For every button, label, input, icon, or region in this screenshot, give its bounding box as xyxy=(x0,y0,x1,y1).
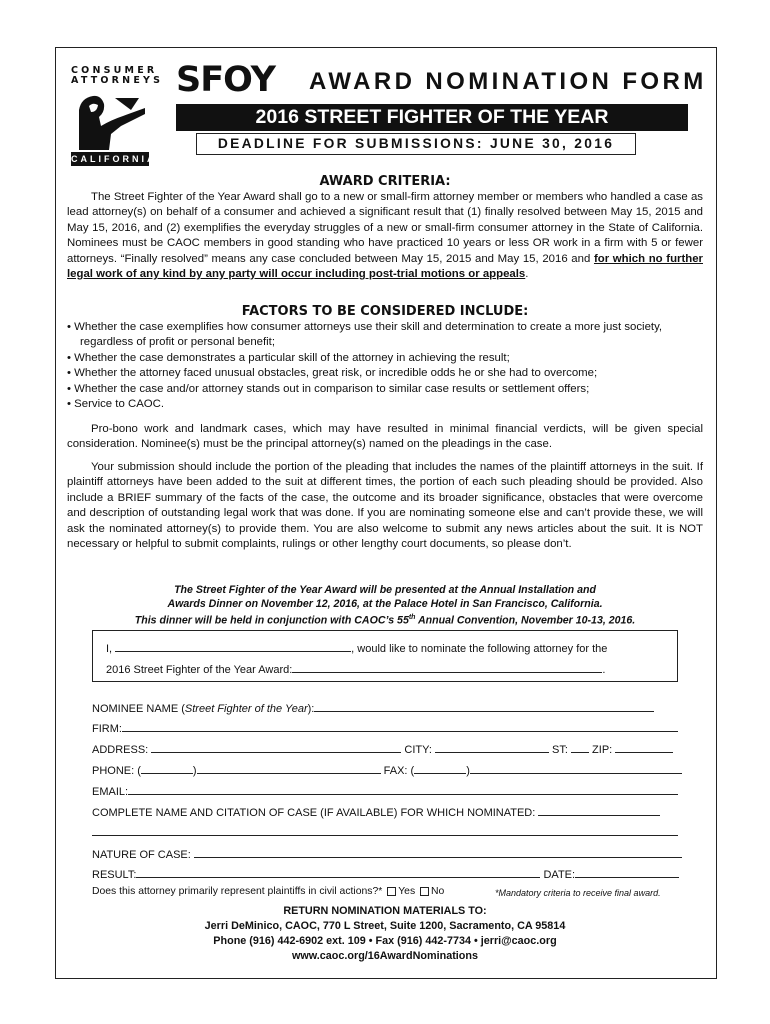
criteria-end: . xyxy=(525,268,529,281)
phone-area-field[interactable] xyxy=(141,762,193,774)
case-citation-field[interactable] xyxy=(538,804,660,816)
zip-label: ZIP: xyxy=(592,744,613,756)
submission-paragraph: Your submission should include the portion of the pleading that includes the names of the plaintiff attorneys in the suit. If plaintiff attorneys have been added to the suit at different times, the portion of each such pleading should be provided. Also include a BRIEF summary of the facts of the case, the outcome and its broader significance, obstacles that were overcome and description of outstanding legal work that was done. If you are nominating someone else and can’t provide these, we will ask the nominated attorney(s) to provide them. You are also welcome to submit any news articles about the suit. It is NOT necessary or helpful to submit complaints, rulings or other lengthy court documents, so please don’t. xyxy=(67,461,703,551)
return-address: Jerri DeMinico, CAOC, 770 L Street, Suite 1200, Sacramento, CA 95814 xyxy=(204,920,566,932)
phone-label: PHONE: ( xyxy=(92,765,141,777)
nature-label: NATURE OF CASE: xyxy=(92,849,191,861)
yes-label: Yes xyxy=(398,886,416,897)
list-item: • Service to CAOC. xyxy=(67,398,165,411)
case-citation-row-2 xyxy=(92,824,678,839)
phone-field[interactable] xyxy=(197,762,381,774)
address-field[interactable] xyxy=(151,741,401,753)
probono-paragraph: Pro-bono work and landmark cases, which may have resulted in minimal financial verdicts, will be given special consideration. Nominee(s) must be the principal attorney(s) named on the pleadings in the case. xyxy=(67,423,703,451)
criteria-underlined: for which no further legal work of any kind by any party will occur including post-trial motions or appeals xyxy=(67,252,703,281)
event-sup: th xyxy=(408,614,416,621)
nature-field[interactable] xyxy=(194,846,682,858)
no-checkbox[interactable] xyxy=(420,887,429,896)
email-row xyxy=(92,783,678,798)
nominee-name-field[interactable] xyxy=(314,700,654,712)
list-item: • Whether the attorney faced unusual obstacles, great risk, or incredible odds he or she had to overcome; xyxy=(67,367,598,380)
firm-field[interactable] xyxy=(122,720,678,732)
phone-row xyxy=(92,762,682,777)
event-line-3b: Annual Convention, November 10-13, 2016. xyxy=(415,614,636,627)
nominee-label: NOMINEE NAME ( xyxy=(92,703,185,715)
fax-area-field[interactable] xyxy=(414,762,466,774)
nominator-line xyxy=(106,640,607,655)
address-row xyxy=(92,741,673,756)
result-row xyxy=(92,866,679,881)
return-heading: RETURN NOMINATION MATERIALS TO: xyxy=(283,905,487,917)
state-field[interactable] xyxy=(571,741,589,753)
firm-row xyxy=(92,720,678,735)
city-label: CITY: xyxy=(404,744,432,756)
factors-heading: FACTORS TO BE CONSIDERED INCLUDE: xyxy=(241,304,529,319)
nominator-suffix: , would like to nominate the following attorney for the xyxy=(351,643,608,655)
logo-top-text-2: ATTORNEYS xyxy=(71,75,164,86)
date-label: DATE: xyxy=(543,869,576,881)
list-item: • Whether the case and/or attorney stands out in comparison to similar case results or settlement offers; xyxy=(67,382,590,395)
fax-close: ) xyxy=(466,765,470,777)
nominator-label: I, xyxy=(106,643,116,655)
plaintiff-question: Does this attorney primarily represent plaintiffs in civil actions?* xyxy=(92,886,383,897)
award-label: 2016 Street Fighter of the Year Award: xyxy=(106,664,293,676)
form-title: AWARD NOMINATION FORM xyxy=(309,68,707,95)
award-nominee-line xyxy=(106,661,605,676)
factors-list xyxy=(67,320,703,412)
deadline-box: DEADLINE FOR SUBMISSIONS: JUNE 30, 2016 xyxy=(196,133,636,155)
list-item: • Whether the case demonstrates a particular skill of the attorney in achieving the result; xyxy=(67,351,510,364)
fax-field[interactable] xyxy=(470,762,682,774)
email-label: EMAIL: xyxy=(92,786,129,798)
case-citation-row xyxy=(92,804,660,819)
award-end: . xyxy=(602,664,606,676)
date-field[interactable] xyxy=(575,866,679,878)
city-field[interactable] xyxy=(435,741,549,753)
caoc-logo xyxy=(71,65,164,166)
email-field[interactable] xyxy=(128,783,678,795)
logo-top-text-1: CONSUMER xyxy=(71,65,158,76)
case-citation-field-2[interactable] xyxy=(92,824,678,836)
logo-bottom-text: CALIFORNIA xyxy=(71,154,157,164)
return-phone: Phone (916) 442-6902 ext. 109 • Fax (916) 442-7734 • jerri@caoc.org xyxy=(213,935,557,947)
event-line-3 xyxy=(67,611,703,628)
case-citation-label: COMPLETE NAME AND CITATION OF CASE (IF AVAILABLE) FOR WHICH NOMINATED: xyxy=(92,807,536,819)
event-line-1: The Street Fighter of the Year Award will be presented at the Annual Installation and xyxy=(174,584,596,596)
criteria-paragraph xyxy=(67,190,703,282)
plaintiff-question-row xyxy=(92,886,444,897)
result-field[interactable] xyxy=(136,866,540,878)
event-line-3a: This dinner will be held in conjunction with CAOC’s 55 xyxy=(134,614,409,627)
no-label: No xyxy=(431,886,445,897)
logo-figure-icon xyxy=(71,90,149,152)
nominee-name-row xyxy=(92,700,654,715)
result-label: RESULT: xyxy=(92,869,137,881)
criteria-heading: AWARD CRITERIA: xyxy=(319,174,451,189)
phone-close: ) xyxy=(192,765,197,777)
firm-label: FIRM: xyxy=(92,723,122,735)
return-web: www.caoc.org/16AwardNominations xyxy=(292,950,478,962)
zip-field[interactable] xyxy=(615,741,673,753)
criteria-body: The Street Fighter of the Year Award shall go to a new or small-firm attorney member or members who handled a case as lead attorney(s) on behalf of a consumer and achieved a significant result that (1) finally resolved between May 15, 2015 and May 15, 2016, and (2) exemplifies the everyday struggles of a new or small-firm consumer attorney in the State of California. Nominees must be CAOC members in good standing who have practiced 10 years or less OR work in a firm with 5 or fewer attorneys. “Finally resolved” means any case concluded between May 15, 2015 and May 15, 2016 and xyxy=(67,191,703,265)
sfoy-title: SFOY xyxy=(176,60,275,100)
mandatory-note: *Mandatory criteria to receive final award. xyxy=(495,888,661,898)
award-title-bar: 2016 STREET FIGHTER OF THE YEAR xyxy=(176,104,688,131)
nominator-name-field[interactable] xyxy=(115,640,351,652)
nominee-italic: Street Fighter of the Year xyxy=(184,703,308,715)
address-label: ADDRESS: xyxy=(92,744,149,756)
nominee-close: ): xyxy=(307,703,315,715)
st-label: ST: xyxy=(552,744,568,756)
nature-row xyxy=(92,846,682,861)
list-item: • Whether the case exemplifies how consumer attorneys use their skill and determination to create a more just society, regardless of profit or personal benefit; xyxy=(67,321,663,349)
event-line-2: Awards Dinner on November 12, 2016, at the Palace Hotel in San Francisco, California. xyxy=(167,598,603,610)
yes-checkbox[interactable] xyxy=(387,887,396,896)
award-nominee-field[interactable] xyxy=(292,661,602,673)
fax-label: FAX: ( xyxy=(383,765,415,777)
